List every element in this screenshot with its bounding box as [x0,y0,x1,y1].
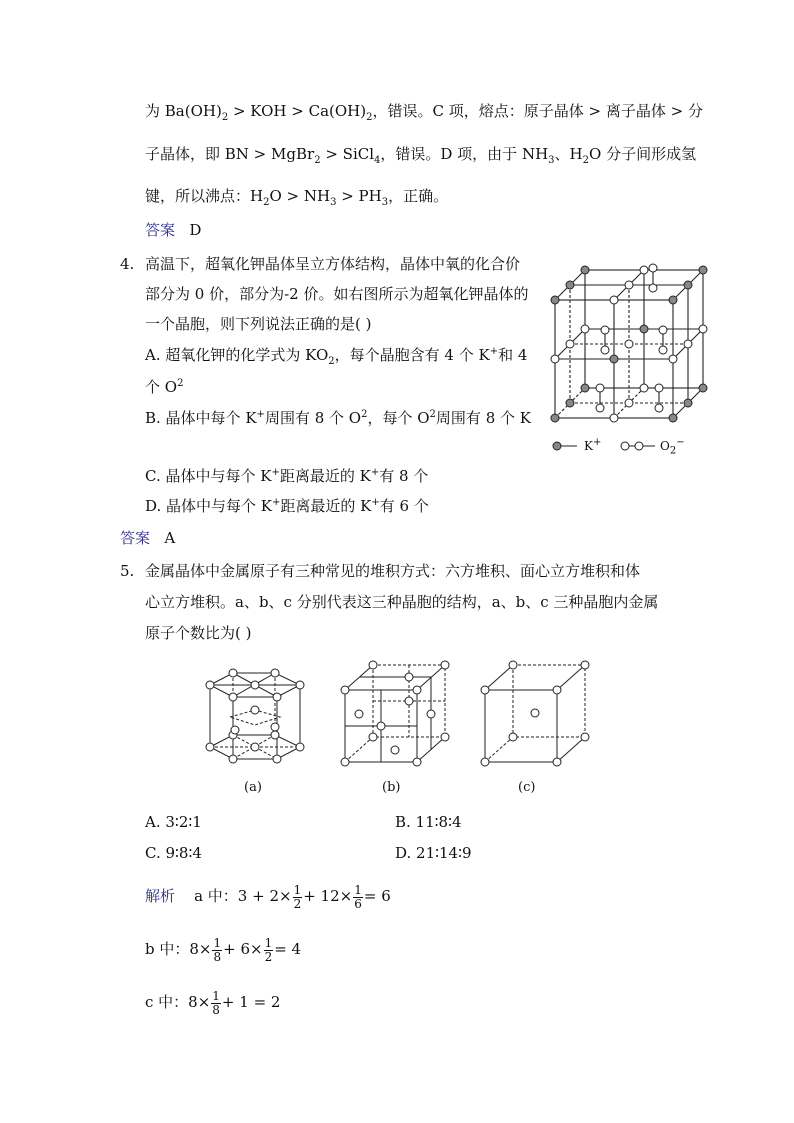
legend-k: K+ [584,437,602,453]
q4-option-a-cont: 个 $O^2$ [145,378,184,396]
figure-c-label: (c) [518,780,536,795]
q5-option-c[interactable]: C. 9∶8∶4 [145,844,202,862]
ko2-unit-cell-figure [545,258,720,458]
prev-answer [145,220,201,240]
analysis-c: c 中：8× $\frac{1}{8}$ + 1 = 2 [145,988,281,1017]
prev-line-1: 为 $Ba(OH)_2$ > KOH > $Ca(OH)_2$，错误。C 项，熔点：原子晶体 > 离子晶体 > 分 [145,102,703,123]
q4-answer [120,528,175,548]
q4-number: 4. [120,255,135,273]
hexagonal-cell-figure [205,655,305,770]
q4-stem-line-3: 一个晶胞，则下列说法正确的是( ) [145,315,372,333]
analysis-b: b 中：8× $\frac{1}{8}$ + 6× $\frac{1}{2}$ = 4 [145,935,302,964]
answer-value: A [164,529,176,547]
q4-stem-line-1: 高温下，超氧化钾晶体呈立方体结构，晶体中氧的化合价 [145,255,521,273]
prev-line-3: 键，所以沸点：$H_2O > NH_3 > PH_3$，正确。 [145,187,449,208]
q5-option-b[interactable]: B. 11∶8∶4 [395,813,462,831]
q4-option-b[interactable]: B. 晶体中每个 K+周围有 8 个 $O^2$，每个 $O^2$周围有 8 个 K [145,409,531,427]
figure-a-label: (a) [244,780,262,795]
q5-stem-line-1: 金属晶体中金属原子有三种常见的堆积方式：六方堆积、面心立方堆积和体 [145,562,641,580]
bcc-cell-figure [480,660,590,770]
q5-option-a[interactable]: A. 3∶2∶1 [145,813,202,831]
analysis-a: 解析 a 中：3 + 2× $\frac{1}{2}$ + 12× $\frac{1}{6}$ = 6 [145,882,391,911]
q5-option-d[interactable]: D. 21∶14∶9 [395,844,472,862]
q4-option-c[interactable]: C. 晶体中与每个 K+距离最近的 K+有 8 个 [145,467,429,485]
analysis-label: 解析 [145,887,176,905]
answer-label: 答案 [120,529,151,547]
q5-stem-line-3: 原子个数比为( ) [145,624,252,642]
q4-option-d[interactable]: D. 晶体中与每个 K+距离最近的 K+有 6 个 [145,497,429,515]
figure-b-label: (b) [382,780,401,795]
legend-o2: $O_2^-$ [660,437,685,457]
prev-line-2: 子晶体，即 BN > MgBr$_2$ > SiCl$_4$，错误。D 项，由于 $NH_3$、$H_2O$ 分子间形成氢 [145,145,697,166]
q4-option-a[interactable]: A. 超氧化钾的化学式为 $KO_2$，每个晶胞含有 4 个 K+和 4 [145,346,528,367]
answer-value: D [189,221,202,239]
q4-stem-line-2: 部分为 0 价，部分为-2 价。如右图所示为超氧化钾晶体的 [145,285,529,303]
fcc-cell-figure [340,660,450,770]
answer-label: 答案 [145,221,176,239]
q5-stem-line-2: 心立方堆积。a、b、c 分别代表这三种晶胞的结构，a、b、c 三种晶胞内金属 [145,593,659,611]
q5-number: 5. [120,562,135,580]
